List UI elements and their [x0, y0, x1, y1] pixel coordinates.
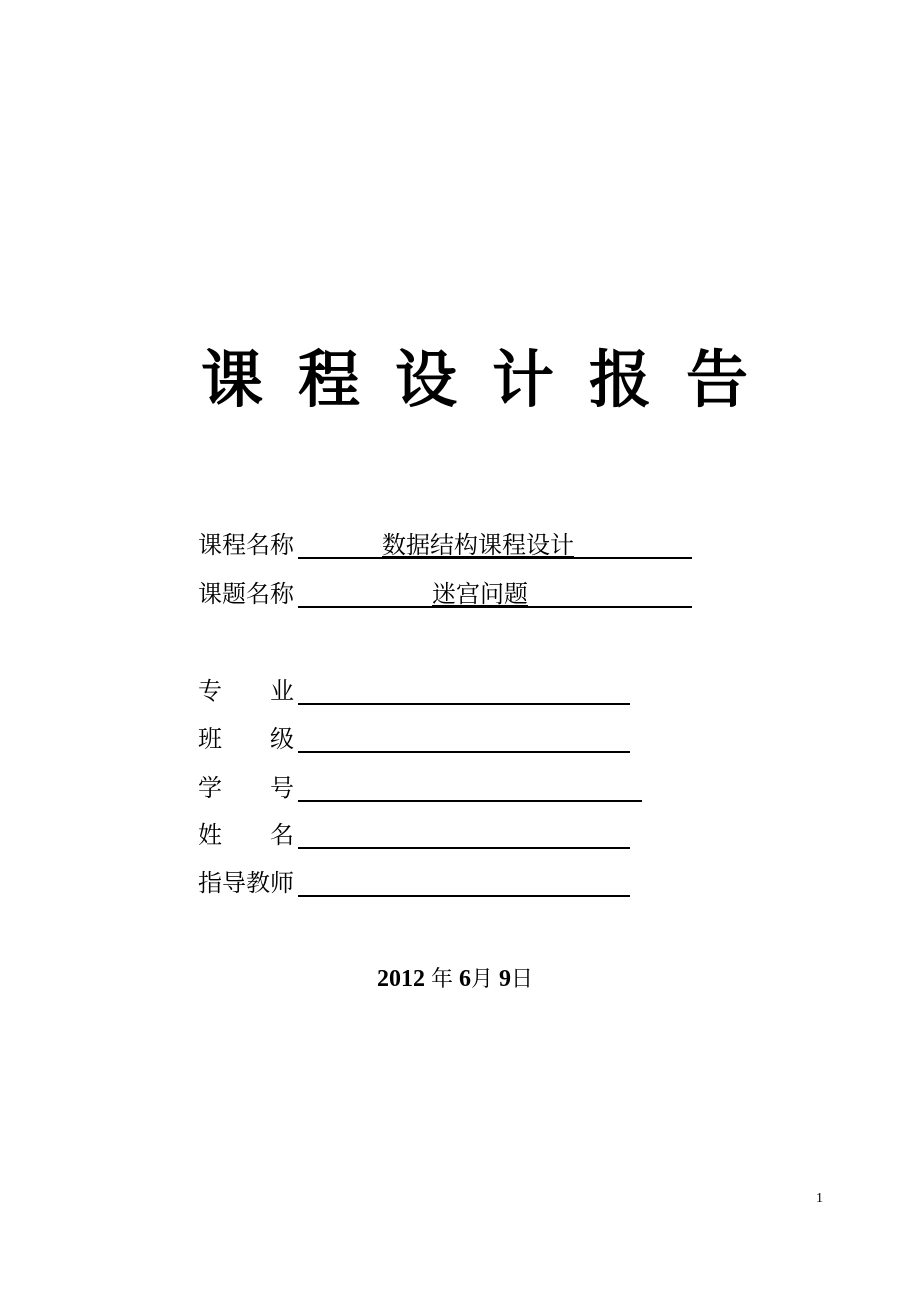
class-label: 班 级	[198, 725, 294, 753]
major-label: 专 业	[198, 677, 294, 705]
topic-name-value: 迷宫问题	[432, 580, 528, 608]
title-char-3: 设	[395, 343, 458, 416]
name-label: 姓 名	[198, 821, 294, 849]
date-day: 9	[499, 966, 512, 992]
advisor-field	[198, 866, 638, 900]
student-id-field	[198, 771, 648, 805]
report-date	[377, 962, 533, 997]
student-id-underline	[298, 800, 642, 802]
title-char-5: 报	[589, 343, 652, 416]
name-underline	[298, 847, 630, 849]
name-field	[198, 818, 638, 852]
date-year: 2012	[377, 966, 425, 992]
title-char-6: 告	[686, 343, 749, 416]
class-underline	[298, 751, 630, 753]
page-number: 1	[816, 1191, 823, 1206]
date-month-unit: 月	[471, 967, 494, 992]
report-title	[201, 340, 761, 420]
class-field	[198, 722, 638, 756]
major-field	[198, 674, 638, 708]
date-month: 6	[459, 966, 472, 992]
date-year-unit: 年	[431, 967, 454, 992]
major-underline	[298, 703, 630, 705]
topic-name-field	[198, 577, 698, 611]
topic-name-label: 课题名称	[198, 580, 294, 608]
course-name-field	[198, 528, 698, 562]
title-char-2: 程	[298, 343, 361, 416]
student-id-label: 学 号	[198, 774, 294, 802]
title-char-1: 课	[201, 343, 264, 416]
title-char-4: 计	[492, 343, 555, 416]
course-name-value: 数据结构课程设计	[382, 531, 574, 559]
date-day-unit: 日	[511, 967, 534, 992]
advisor-label: 指导教师	[198, 869, 294, 897]
advisor-underline	[298, 895, 630, 897]
course-name-label: 课程名称	[198, 531, 294, 559]
